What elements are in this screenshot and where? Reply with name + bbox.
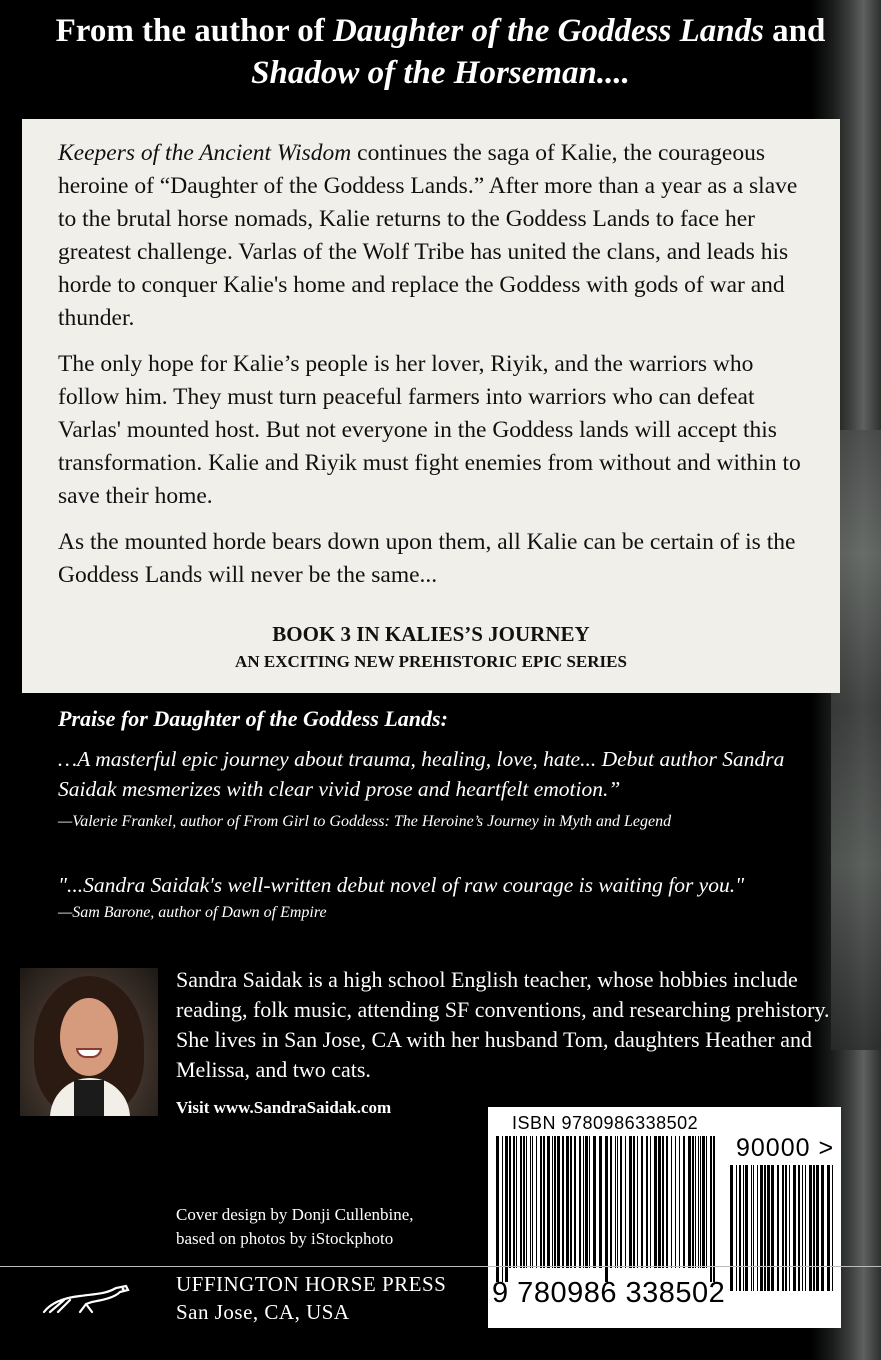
headline-title-1: Daughter of the Goddess Lands <box>333 13 764 49</box>
barcode-bars <box>494 1136 716 1282</box>
praise-heading: Praise for Daughter of the Goddess Lands: <box>58 706 448 731</box>
headline <box>0 10 881 94</box>
cover-credit-line-1: Cover design by Donji Cullenbine, <box>176 1205 414 1224</box>
isbn-barcode <box>488 1107 841 1328</box>
headline-and: and <box>763 13 826 49</box>
isbn-label: ISBN 9780986338502 <box>512 1113 699 1133</box>
blurb-paragraph-3: As the mounted horde bears down upon them, all Kalie can be certain of is the Goddess Lands will never be the same... <box>58 529 796 588</box>
headline-line-2 <box>0 52 881 94</box>
author-website-link[interactable]: Visit www.SandraSaidak.com <box>176 1098 392 1117</box>
price-code: 90000 > <box>736 1134 835 1162</box>
blurb-panel <box>22 119 840 693</box>
footer-divider <box>0 1266 881 1267</box>
cover-credit-line-2: based on photos by iStockphoto <box>176 1229 394 1248</box>
author-photo <box>20 968 158 1116</box>
praise-quote-1: …A masterful epic journey about trauma, healing, love, hate... Debut author Sandra Saidak mesmerizes with clear vivid prose and heartfelt emotion.” <box>58 747 785 801</box>
series-line: BOOK 3 IN KALIES’S JOURNEY <box>272 622 590 646</box>
cover-credit <box>176 1203 414 1251</box>
addon-barcode-bars <box>728 1165 836 1305</box>
praise-quote-2: "...Sandra Saidak's well-written debut novel of raw courage is waiting for you." <box>58 873 745 897</box>
publisher-block <box>176 1270 446 1326</box>
author-bio: Sandra Saidak is a high school English teacher, whose hobbies include reading, folk music, attending SF conventions, and researching prehistory. She lives in San Jose, CA with her husband Tom, daughters Heather and Melissa, and two cats. <box>176 967 830 1082</box>
blurb-paragraph-1 <box>58 137 820 335</box>
blurb-book-title: Keepers of the Ancient Wisdom <box>58 140 352 166</box>
white-horse-logo <box>40 1282 132 1316</box>
headline-prefix: From the author of <box>55 13 334 49</box>
blurb-paragraph-2: The only hope for Kalie’s people is her lover, Riyik, and the warriors who follow him. They must turn peaceful farmers into warriors who can defeat Varlas' mounted host. But not everyone in the Goddess lands will accept this transformation. Kalie and Riyik must fight enemies from without and within to save their home. <box>58 351 801 509</box>
series-tagline: AN EXCITING NEW PREHISTORIC EPIC SERIES <box>235 652 627 671</box>
headline-title-2: Shadow of the Horseman.... <box>251 55 630 91</box>
publisher-name: UFFINGTON HORSE PRESS <box>176 1272 447 1296</box>
praise-attribution-2: —Sam Barone, author of Dawn of Empire <box>58 904 327 921</box>
blurb-paragraph-1-text: continues the saga of Kalie, the courageous heroine of “Daughter of the Goddess Lands.” After more than a year as a slave to the brutal horse nomads, Kalie returns to the Goddess Lands to face her greatest challenge. Varlas of the Wolf Tribe has united the clans, and leads his horde to conquer Kalie's home and replace the Goddess with gods of war and thunder. <box>58 140 798 331</box>
praise-attribution-1: —Valerie Frankel, author of From Girl to Goddess: The Heroine’s Journey in Myth and Legend <box>58 813 672 830</box>
headline-line-1 <box>0 10 881 52</box>
barcode-digits: 9 780986 338502 <box>492 1277 726 1309</box>
publisher-location: San Jose, CA, USA <box>176 1300 350 1324</box>
